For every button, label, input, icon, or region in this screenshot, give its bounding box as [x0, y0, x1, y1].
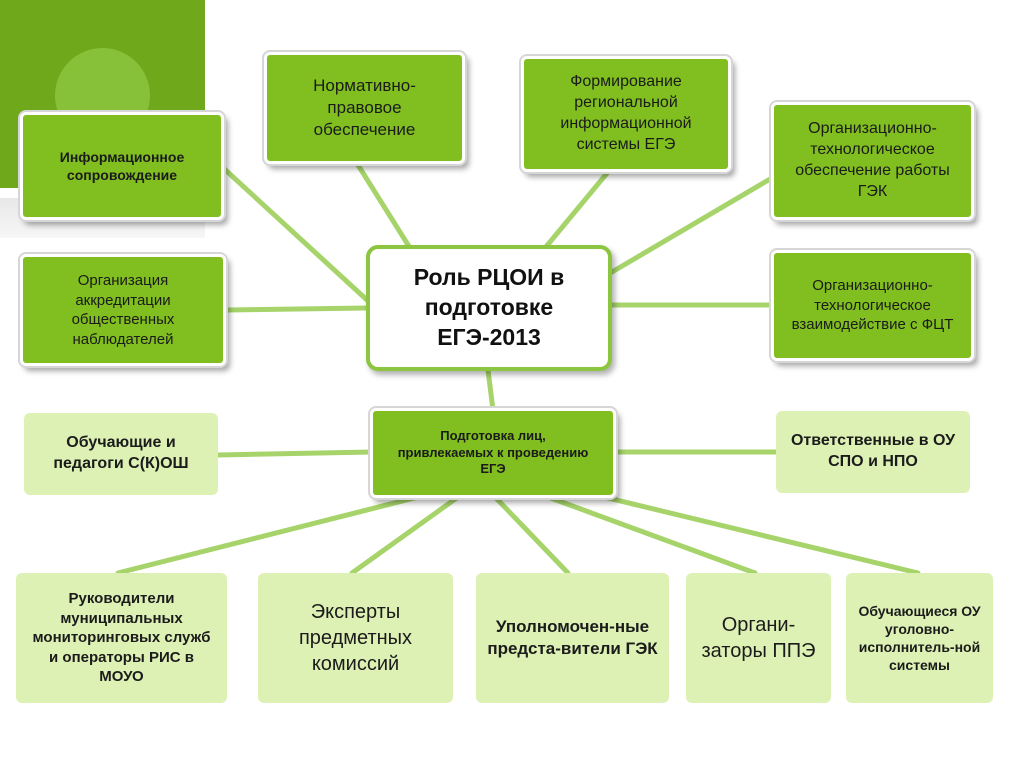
connector-info: [220, 165, 367, 300]
connector-training: [488, 370, 493, 410]
connector-formation: [545, 172, 608, 248]
node-formation-label: Формирование региональной информационной системы ЕГЭ: [560, 73, 692, 153]
node-municipal-operators: [16, 573, 227, 703]
node-teachers-skosh-label: Обучающие и педагоги С(К)ОШ: [53, 434, 189, 472]
node-gek-representatives-label: Уполномочен-ные предста-вители ГЭК: [487, 616, 658, 658]
node-info-support: [20, 112, 224, 220]
node-fct-label: Организационно-технологическое взаимодействие с ФЦТ: [791, 277, 954, 334]
node-normative: [264, 52, 465, 164]
connector-org-tech-gek: [612, 172, 782, 272]
node-ppe-organizers: [686, 573, 831, 703]
node-ppe-organizers-label: Органи-заторы ППЭ: [701, 614, 816, 662]
node-responsible-spo-npo-label: Ответственные в ОУ СПО и НПО: [790, 432, 956, 470]
node-formation: [521, 56, 731, 172]
connector-side-left: [218, 452, 372, 455]
node-accreditation-label: Организация аккредитации общественных наблюдателей: [71, 272, 175, 348]
connector-accreditation: [226, 308, 367, 310]
center-node: [366, 245, 612, 371]
connector-normative: [358, 165, 410, 248]
node-accreditation: [20, 254, 226, 366]
node-penal-students: [846, 573, 993, 703]
node-subject-experts: [258, 573, 453, 703]
node-info-support-label: Информационное сопровождение: [59, 148, 185, 183]
center-node-label: Роль РЦОИ в подготовке ЕГЭ-2013: [413, 264, 565, 350]
node-org-tech-gek-label: Организационно-технологическое обеспечение работы ГЭК: [795, 120, 950, 200]
node-fct: [771, 250, 974, 361]
node-subject-experts-label: Эксперты предметных комиссий: [298, 601, 413, 675]
node-penal-students-label: Обучающиеся ОУ уголовно-исполнитель-ной системы: [858, 602, 981, 674]
node-training-label: Подготовка лиц, привлекаемых к проведению ЕГЭ: [397, 427, 589, 477]
node-teachers-skosh: [24, 413, 218, 495]
connector-gek-reps: [495, 497, 568, 573]
node-org-tech-gek: [771, 102, 974, 220]
node-normative-label: Нормативно-правовое обеспечение: [313, 75, 416, 140]
node-gek-representatives: [476, 573, 669, 703]
node-training: [370, 408, 616, 498]
node-responsible-spo-npo: [776, 411, 970, 493]
connector-municipal: [118, 497, 418, 573]
node-municipal-operators-label: Руководители муниципальных мониторинговых служб и операторы РИС в МОУО: [32, 590, 211, 686]
